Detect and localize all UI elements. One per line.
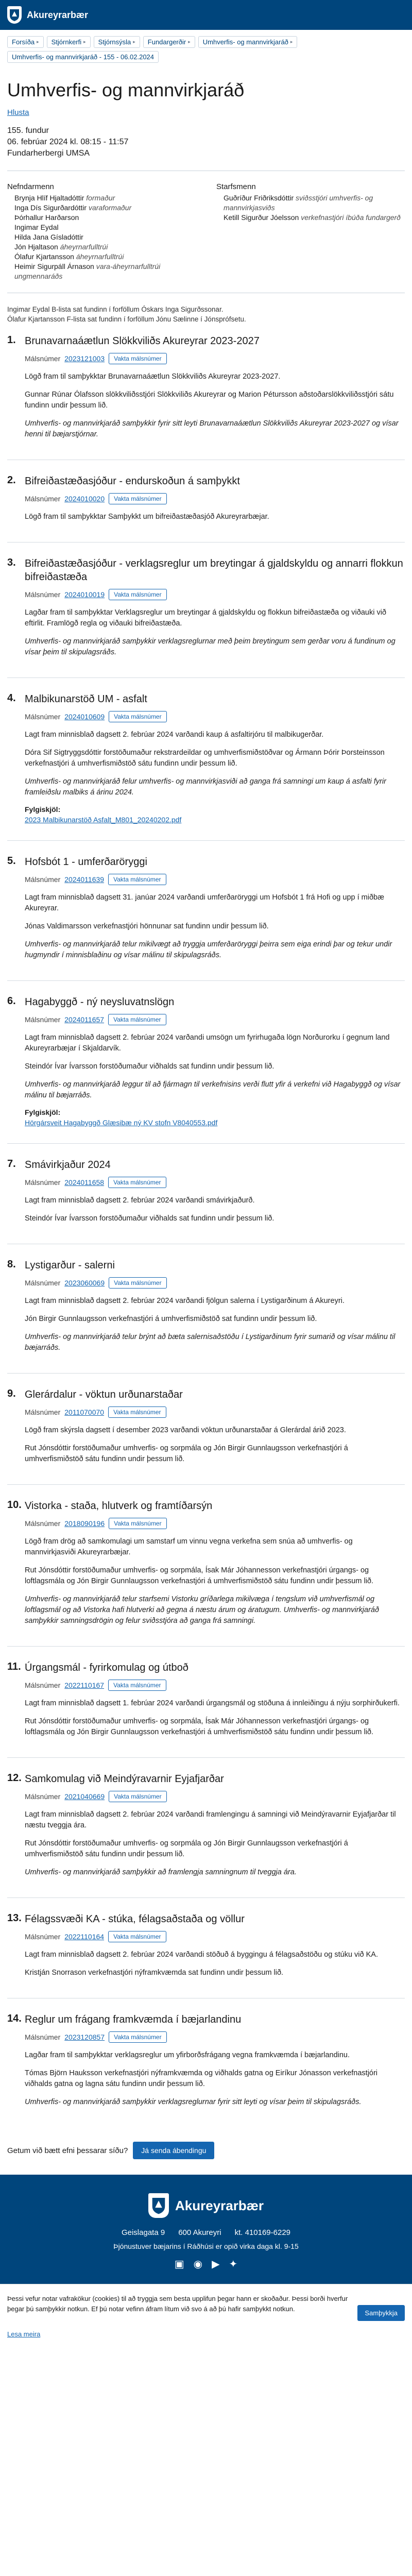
case-line [25, 711, 405, 722]
item-body [25, 1950, 405, 1978]
item-title: Hagabyggð - ný neysluvatnslögn [25, 996, 175, 1008]
item-paragraph: Lagðar fram til samþykktar Verklagsreglur um breytingar á gjaldskyldu og flokkun bifreiðastæða og viðauki við eftirlit. Framlögð regla og viðauki bifreiðastæða. [25, 608, 386, 628]
attendee-role: sviðsstjóri umhverfis- og mannvirkjasviðs [224, 194, 373, 212]
cookie-text: Þessi vefur notar vafrakökur (cookies) til að tryggja sem besta upplifun þegar hann er skoðaður. Þessi borði hverfur þegar þú samþykkir notkun. Ef þú notar vefinn áfram lítum við svo á að þú hafir samþykkt notkun. [7, 2295, 348, 2313]
attachments-heading: Fylgiskjöl: [25, 805, 61, 814]
footer-logo [0, 2193, 412, 2218]
breadcrumb-label: Umhverfis- og mannvirkjaráð [202, 38, 288, 46]
item-body [25, 1296, 405, 1353]
attendee [7, 213, 196, 223]
case-line [25, 2031, 405, 2043]
case-number-label: Málsnúmer [25, 2033, 61, 2041]
item-number: 12. [7, 1772, 22, 1784]
attendee-role: vara-áheyrnarfulltrúi ungmennaráðs [14, 262, 161, 280]
item-number: 13. [7, 1912, 22, 1924]
attendee-name: Þórhallur Harðarson [14, 213, 79, 222]
case-number-label: Málsnúmer [25, 495, 61, 503]
item-paragraph: Tómas Björn Hauksson verkefnastjóri nýframkvæmda og viðhalds gatna og Eiríkur Jónasson verkefnastjóri viðhalds gatna og lagna sátu fundinn undir þessum lið. [25, 2069, 378, 2088]
item-paragraph: Lagðar fram til samþykktar verklagsreglur um yfirborðsfrágang vegna framkvæmda í bæjarlandinu. [25, 2051, 350, 2059]
agenda-item [7, 1661, 405, 1758]
item-paragraph: Rut Jónsdóttir forstöðumaður umhverfis- og sorpmála, Ísak Már Jóhannesson verkefnastjóri úrgangs- og loftlagsmála og Jón Birgir Gunnlaugsson verkefnastjóri á umhverfismiðstöð sátu fundinn undir þessum lið. [25, 1717, 374, 1736]
main-content [0, 79, 412, 2159]
subscribe-case-button[interactable]: Vakta málsnúmer [109, 2031, 166, 2043]
item-number: 14. [7, 2013, 22, 2024]
item-paragraph: Lagt fram minnisblað dagsett 2. febrúar 2024 varðandi framlengingu á samningi við Meindýravarnir Eyjafjarðar til næstu tveggja ára. [25, 1810, 396, 1829]
item-body [25, 1032, 405, 1101]
item-body [25, 1195, 405, 1224]
attendee-name: Inga Dís Sigurðardóttir [14, 204, 87, 212]
agenda-item [7, 2013, 405, 2127]
case-line [25, 1931, 405, 1942]
item-number: 4. [7, 692, 16, 704]
subscribe-case-button[interactable]: Vakta málsnúmer [109, 1518, 166, 1529]
case-number-link[interactable]: 2024010609 [64, 713, 105, 721]
chevron-right-icon: ▸ [188, 39, 191, 44]
agenda-item [7, 1772, 405, 1898]
twitter-icon[interactable]: ✦ [229, 2259, 238, 2270]
item-title: Brunavarnaáætlun Slökkviliðs Akureyrar 2023-2027 [25, 335, 260, 347]
item-number: 8. [7, 1259, 16, 1270]
breadcrumb [0, 30, 412, 66]
agenda-item [7, 474, 405, 543]
breadcrumb-label: Fundargerðir [147, 38, 186, 46]
attendee-name: Heimir Sigurpáll Árnason [14, 262, 94, 270]
breadcrumb-item[interactable] [94, 36, 140, 48]
agenda-item [7, 557, 405, 678]
item-number: 9. [7, 1388, 16, 1399]
attendee-role: áheyrnarfulltrúi [76, 252, 124, 261]
case-number-link[interactable]: 2024011657 [64, 1015, 105, 1024]
instagram-icon[interactable]: ◉ [193, 2259, 203, 2270]
subscribe-case-button[interactable]: Vakta málsnúmer [108, 1931, 166, 1942]
item-title: Bifreiðastæðasjóður - endurskoðun á samþykkt [25, 476, 240, 487]
subscribe-case-button[interactable]: Vakta málsnúmer [108, 1680, 166, 1691]
site-name[interactable]: Akureyrarbær [27, 9, 89, 20]
item-number: 10. [7, 1499, 22, 1511]
item-paragraph: Lagt fram minnisblað dagsett 2. febrúar 2024 varðandi smávirkjaðurð. [25, 1196, 255, 1205]
subscribe-case-button[interactable]: Vakta málsnúmer [108, 1406, 166, 1418]
item-body [25, 1425, 405, 1465]
attendee-role: formaður [86, 194, 115, 202]
item-body [25, 1698, 405, 1738]
item-decision: Umhverfis- og mannvirkjaráð felur umhverfis- og mannvirkjasviði að ganga frá samningi um kaup á asfalti fyrir framleiðslu malbiks á árinu 2024. [25, 777, 386, 796]
item-paragraph: Steindór Ívar Ívarsson forstöðumaður viðhalds sat fundinn undir þessum lið. [25, 1062, 274, 1071]
page-title: Umhverfis- og mannvirkjaráð [7, 79, 245, 100]
item-paragraph: Lagt fram minnisblað dagsett 2. febrúar 2024 varðandi kaup á asfaltirjóru til malbikugerðar. [25, 731, 324, 739]
case-number-link[interactable]: 2024010020 [64, 495, 105, 503]
breadcrumb-label: Umhverfis- og mannvirkjaráð - 155 - 06.02.2024 [12, 53, 154, 61]
item-decision: Umhverfis- og mannvirkjaráð telur mikilvægt að tryggja umferðaröryggi þeirra sem eiga erindi þar og tekur undir hugmyndir í minnisblaðinu og vísar málinu til skipulagsráðs. [25, 940, 392, 959]
agenda-item [7, 1158, 405, 1244]
feedback-question: Getum við bætt efni þessarar síðu? [7, 2146, 128, 2155]
case-number-link[interactable]: 2021040669 [64, 1792, 105, 1801]
case-number-label: Málsnúmer [25, 1519, 61, 1528]
item-number: 11. [7, 1661, 21, 1672]
item-title: Malbikunarstöð UM - asfalt [25, 693, 147, 705]
facebook-icon[interactable]: ▣ [174, 2259, 184, 2270]
case-line [25, 589, 405, 600]
attendee-name: Ólafur Kjartansson [14, 252, 74, 261]
breadcrumb-item[interactable] [7, 36, 44, 48]
attendee-role: áheyrnarfulltrúi [60, 243, 108, 251]
breadcrumb-label: Stjórnkerfi [51, 38, 82, 46]
subscribe-case-button[interactable]: Vakta málsnúmer [108, 1014, 166, 1025]
site-footer [0, 2175, 412, 2284]
item-number: 1. [7, 334, 16, 346]
item-paragraph: Lagt fram minnisblað dagsett 31. janúar 2024 varðandi umferðaröryggi um Hofsbót 1 frá Hofi og upp í miðbæ Akureyrar. [25, 893, 384, 912]
case-number-label: Málsnúmer [25, 875, 61, 884]
agenda-item [7, 1912, 405, 1998]
feedback-button[interactable]: Já senda ábendingu [133, 2142, 214, 2159]
case-number-label: Málsnúmer [25, 354, 61, 363]
attendee [7, 252, 196, 262]
case-line [25, 1680, 405, 1691]
case-number-link[interactable]: 2018090196 [64, 1519, 105, 1528]
breadcrumb-item[interactable] [198, 36, 298, 48]
chevron-right-icon: ▸ [83, 39, 86, 44]
agenda-item [7, 855, 405, 981]
subscribe-case-button[interactable]: Vakta málsnúmer [109, 1277, 166, 1289]
subscribe-case-button[interactable]: Vakta málsnúmer [108, 874, 166, 885]
attendee [216, 193, 405, 213]
meeting-location: Fundarherbergi UMSA [7, 149, 90, 158]
item-paragraph: Kristján Snorrason verkefnastjóri nýframkvæmda sat fundinn undir þessum lið. [25, 1969, 284, 1977]
members-column [7, 182, 196, 281]
agenda-item [7, 1499, 405, 1647]
item-paragraph: Lagt fram minnisblað dagsett 1. febrúar 2024 varðandi úrgangsmál og stöðuna á innleiðingu á nýju sorphirðukerfi. [25, 1699, 400, 1707]
item-body [25, 730, 405, 798]
staff-heading: Starfsmenn [216, 182, 256, 191]
agenda-item [7, 692, 405, 841]
breadcrumb-item[interactable] [7, 51, 159, 63]
meeting-number: 155. fundur [7, 126, 49, 135]
breadcrumb-label: Stjórnsýsla [98, 38, 131, 46]
item-paragraph: Steindór Ívar Ívarsson forstöðumaður viðhalds sat fundinn undir þessum lið. [25, 1214, 274, 1223]
cookie-banner [0, 2284, 412, 2330]
item-decision: Umhverfis- og mannvirkjaráð samþykkir verklagsreglurnar með þeim breytingum sem gerðar voru á fundinum og vísar þeim til skipulagsráðs. [25, 637, 396, 656]
case-number-label: Málsnúmer [25, 1792, 61, 1801]
attendees [7, 182, 405, 281]
footer-hours: Þjónustuver bæjarins í Ráðhúsi er opið virka daga kl. 9-15 [113, 2242, 299, 2250]
top-bar [0, 0, 412, 30]
item-number: 6. [7, 995, 16, 1007]
attendee-name: Hilda Jana Gísladóttir [14, 233, 83, 241]
footer-postcode: 600 Akureyri [178, 2228, 221, 2237]
item-paragraph: Lögð fram drög að samkomulagi um samstarf um vinnu vegna verkefna sem snúa að umhverfis- og mannvirkjasviði Akureyrarbæjar. [25, 1537, 353, 1556]
case-number-link[interactable]: 2023060069 [64, 1279, 105, 1287]
case-number-link[interactable]: 2023120857 [64, 2033, 105, 2041]
agenda-item [7, 1388, 405, 1485]
item-title: Samkomulag við Meindýravarnir Eyjafjarðar [25, 1773, 224, 1785]
item-title: Úrgangsmál - fyrirkomulag og útboð [25, 1662, 188, 1673]
item-number: 7. [7, 1158, 16, 1170]
members-heading: Nefndarmenn [7, 182, 54, 191]
listen-link[interactable]: Hlusta [7, 108, 29, 117]
footer-address: Geislagata 9 [121, 2228, 165, 2237]
case-number-label: Málsnúmer [25, 713, 61, 721]
case-number-link[interactable]: 2024010019 [64, 590, 105, 599]
item-paragraph: Lagt fram minnisblað dagsett 2. febrúar 2024 varðandi fjölgun salerna í Lystigarðinum á Akureyri. [25, 1297, 345, 1305]
cookie-read-more-link[interactable]: Lesa meira [7, 2330, 41, 2338]
meeting-meta [7, 125, 405, 159]
breadcrumb-item[interactable] [143, 36, 195, 48]
item-body [25, 1536, 405, 1626]
item-title: Hofsbót 1 - umferðaröryggi [25, 856, 147, 868]
attendee [7, 232, 196, 242]
attendee-name: Ingimar Eydal [14, 223, 59, 231]
item-paragraph: Lögð fram til samþykktar Samþykkt um bifreiðastæðasjóð Akureyrarbæjar. [25, 513, 269, 521]
item-decision: Umhverfis- og mannvirkjaráð samþykkir verklagsreglurnar fyrir sitt leyti og vísar þeim til skipulagsráðs. [25, 2098, 362, 2106]
attachments-heading: Fylgiskjöl: [25, 1108, 61, 1116]
item-decision: Umhverfis- og mannvirkjaráð telur brýnt að bæta salernisaðstöðu í Lystigarðinum fyrir sumarið og vísar málinu til bæjarráðs. [25, 1333, 396, 1352]
attendee [7, 203, 196, 213]
item-paragraph: Lagt fram minnisblað dagsett 2. febrúar 2024 varðandi stöðuð á byggingu á félagsaðstöðu og stúku við KA. [25, 1951, 378, 1959]
agenda-item [7, 1259, 405, 1374]
footer-kt: kt. 410169-6229 [234, 2228, 291, 2237]
item-decision: Umhverfis- og mannvirkjaráð leggur til að fjármagn til verkefnisins verði flutt yfir á verkefni við Hagabyggð og vísar málinu til bæjarráðs. [25, 1080, 401, 1099]
item-paragraph: Dóra Sif Sigtryggsdóttir forstöðumaður rekstrardeildar og umhverfismiðstöðvar og Ármann Þórir Þorsteinsson verkefnastjóri á umhverfismiðstöð sátu fundinn undir þessum lið. [25, 749, 385, 768]
case-number-label: Málsnúmer [25, 1015, 61, 1024]
staff-column [216, 182, 405, 281]
subscribe-case-button[interactable]: Vakta málsnúmer [108, 1177, 166, 1188]
case-number-label: Málsnúmer [25, 1279, 61, 1287]
youtube-icon[interactable]: ▶ [212, 2259, 220, 2270]
breadcrumb-item[interactable] [47, 36, 91, 48]
cookie-accept-button[interactable]: Samþykkja [357, 2305, 405, 2321]
chevron-right-icon: ▸ [37, 39, 39, 44]
attendee [7, 223, 196, 232]
case-number-link[interactable]: 2022110164 [64, 1933, 105, 1941]
attendee-name: Brynja Hlíf Hjaltadóttir [14, 194, 84, 202]
item-title: Bifreiðastæðasjóður - verklagsreglur um breytingar á gjaldskyldu og annarri flokkun bifreiðastæða [25, 558, 403, 583]
item-body [25, 1809, 405, 1878]
item-body [25, 2050, 405, 2108]
item-title: Lystigarður - salerni [25, 1260, 115, 1271]
item-paragraph: Rut Jónsdóttir forstöðumaður umhverfis- og sorpmála, Ísak Már Jóhannesson verkefnastjóri úrgangs- og loftlagsmála og Jón Birgir Gunnlaugsson verkefnastjóri á umhverfismiðstöð sátu fundinn undir þessum lið. [25, 1566, 374, 1585]
item-title: Smávirkjaður 2024 [25, 1159, 111, 1171]
case-number-label: Málsnúmer [25, 590, 61, 599]
case-line [25, 1406, 405, 1418]
chevron-right-icon: ▸ [290, 39, 293, 44]
case-number-link[interactable]: 2024011658 [64, 1178, 105, 1187]
item-paragraph: Jónas Valdimarsson verkefnastjóri hönnunar sat fundinn undir þessum lið. [25, 922, 269, 930]
item-paragraph: Lögð fram til samþykktar Brunavarnaáætlun Slökkviliðs Akureyrar 2023-2027. [25, 372, 281, 381]
item-paragraph: Rut Jónsdóttir forstöðumaður umhverfis- og sorpmála og Jón Birgir Gunnlaugsson verkefnastjóri á umhverfismiðstöð sátu fundinn undir þessum lið. [25, 1444, 348, 1463]
case-number-link[interactable]: 2022110167 [64, 1681, 105, 1689]
case-line [25, 1014, 405, 1025]
item-paragraph: Gunnar Rúnar Ólafsson slökkviliðsstjóri Slökkviliðs Akureyrar og Marion Pétursson aðstoðarslökkviliðsstjóri sátu fundinn undir þessum lið. [25, 391, 394, 410]
footer-logo-icon [148, 2193, 169, 2218]
meeting-intro: Ingimar Eydal B-lista sat fundinn í forföllum Óskars Inga Sigurðssonar. Ólafur Kjartansson F-lista sat fundinn í forföllum Jónu Sælinne í Jónsprófsetu. [7, 306, 246, 323]
case-number-label: Málsnúmer [25, 1933, 61, 1941]
subscribe-case-button[interactable]: Vakta málsnúmer [109, 589, 166, 600]
case-number-link[interactable]: 2011070070 [64, 1408, 105, 1416]
item-number: 2. [7, 474, 16, 486]
agenda-item [7, 995, 405, 1144]
item-title: Félagssvæði KA - stúka, félagsaðstaða og völlur [25, 1913, 245, 1925]
agenda-list [7, 334, 405, 2127]
footer-contact [0, 2228, 412, 2237]
item-decision: Umhverfis- og mannvirkjaráð samþykkir fyrir sitt leyti Brunavarnaáætlun Slökkviliðs Akureyrar 2023-2027 og vísar henni til bæjarstjórnar. [25, 419, 399, 438]
attachment-link[interactable]: 2023 Malbikunarstöð Asfalt_M801_20240202.pdf [25, 816, 182, 824]
subscribe-case-button[interactable]: Vakta málsnúmer [109, 1791, 166, 1802]
attendee-role: verkefnastjóri íbúða fundargerð [301, 213, 401, 222]
item-paragraph: Lagt fram minnisblað dagsett 2. febrúar 2024 varðandi umsögn um fyrirhugaða lögn Norðurorku í gegnum land Akureyrarbæjar í Skjaldarvík. [25, 1033, 390, 1053]
breadcrumb-label: Forsíða [12, 38, 35, 46]
attendee-name: Guðríður Friðriksdóttir [224, 194, 294, 202]
social-links [0, 2258, 412, 2270]
attendee [7, 262, 196, 281]
meeting-date: 06. febrúar 2024 kl. 08:15 - 11:57 [7, 138, 129, 146]
item-body [25, 892, 405, 961]
case-line [25, 1791, 405, 1802]
subscribe-case-button[interactable]: Vakta málsnúmer [109, 353, 166, 364]
case-line [25, 1177, 405, 1188]
case-number-link[interactable]: 2024011639 [64, 875, 105, 884]
item-title: Vistorka - staða, hlutverk og framtíðarsýn [25, 1500, 213, 1512]
feedback-bar [7, 2142, 405, 2159]
attendee [7, 242, 196, 252]
item-body [25, 371, 405, 440]
attachment-link[interactable]: Hörgársveit Hagabyggð Glæsibæ ný KV stofn V8040553.pdf [25, 1118, 218, 1127]
item-number: 5. [7, 855, 16, 867]
item-body [25, 607, 405, 658]
case-number-label: Málsnúmer [25, 1408, 61, 1416]
footer-site-name: Akureyrarbær [175, 2197, 264, 2213]
item-body [25, 512, 405, 522]
item-paragraph: Jón Birgir Gunnlaugsson verkefnastjóri á umhverfismiðstöð sat fundinn undir þessum lið. [25, 1315, 317, 1323]
case-line [25, 493, 405, 504]
item-paragraph: Lögð fram skýrsla dagsett í desember 2023 varðandi vöktun urðunarstaðar á Glerárdal árið 2023. [25, 1426, 346, 1434]
subscribe-case-button[interactable]: Vakta málsnúmer [109, 711, 166, 722]
case-number-link[interactable]: 2023121003 [64, 354, 105, 363]
item-decision: Umhverfis- og mannvirkjaráð samþykkir að framlengja samningnum til tveggja ára. [25, 1868, 297, 1876]
attendee-role: varaformaður [88, 204, 132, 212]
attendee-name: Ketill Sigurður Jóelsson [224, 213, 299, 222]
case-line [25, 353, 405, 364]
attendee-name: Jón Hjaltason [14, 243, 58, 251]
subscribe-case-button[interactable]: Vakta málsnúmer [109, 493, 166, 504]
case-number-label: Málsnúmer [25, 1178, 61, 1187]
agenda-item [7, 334, 405, 460]
item-title: Reglur um frágang framkvæmda í bæjarlandinu [25, 2014, 242, 2025]
chevron-right-icon: ▸ [133, 39, 135, 44]
attendee [216, 213, 405, 223]
attendee [7, 193, 196, 203]
item-decision: Umhverfis- og mannvirkjaráð telur starfsemi Vistorku gríðarlega mikilvæga í tengslum við umhverfismál og loftlagsmál og að Vistorka hafi hlutverki að gegna á næstu árum og áratugum. Umhverfis- og mannvirkjaráð samþykkir samningsdrögin og felur sviðsstjóra að ganga frá samningi. [25, 1595, 380, 1625]
item-number: 3. [7, 557, 16, 568]
case-line [25, 874, 405, 885]
case-line [25, 1518, 405, 1529]
item-title: Glerárdalur - vöktun urðunarstaðar [25, 1389, 183, 1400]
case-line [25, 1277, 405, 1289]
site-logo-icon[interactable] [7, 6, 22, 24]
item-paragraph: Rut Jónsdóttir forstöðumaður umhverfis- og sorpmála og Jón Birgir Gunnlaugsson verkefnastjóri á umhverfismiðstöð sátu fundinn undir þessum lið. [25, 1839, 348, 1858]
case-number-label: Málsnúmer [25, 1681, 61, 1689]
